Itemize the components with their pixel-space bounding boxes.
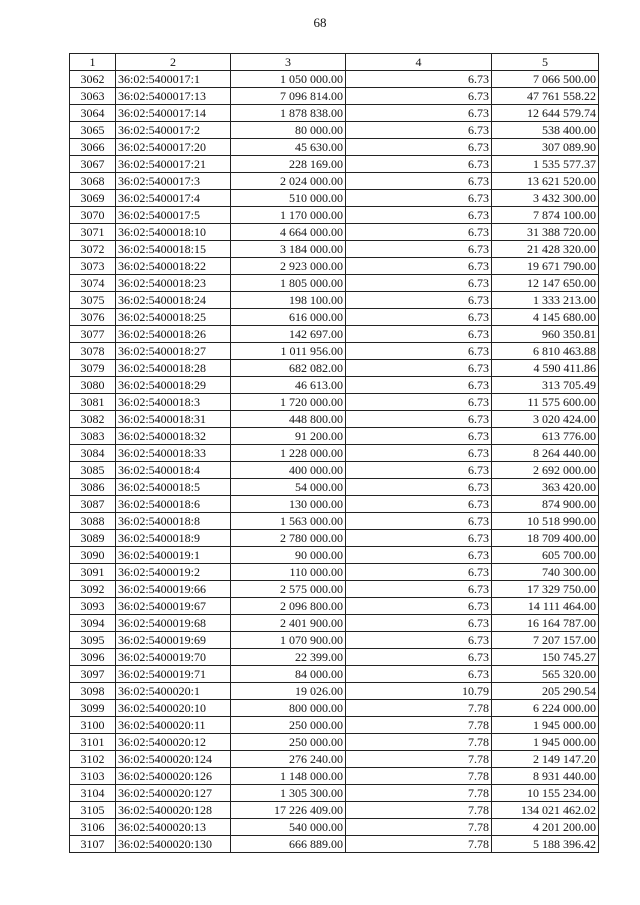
amount-cell: 10 518 990.00 (492, 513, 599, 530)
value-cell: 110 000.00 (231, 564, 346, 581)
value-cell: 400 000.00 (231, 462, 346, 479)
amount-cell: 4 590 411.86 (492, 360, 599, 377)
amount-cell: 17 329 750.00 (492, 581, 599, 598)
cadastral-number-cell: 36:02:5400017:14 (116, 105, 231, 122)
cadastral-number-cell: 36:02:5400017:1 (116, 71, 231, 88)
row-number-cell: 3062 (70, 71, 116, 88)
cadastral-number-cell: 36:02:5400020:126 (116, 768, 231, 785)
value-cell: 540 000.00 (231, 819, 346, 836)
cadastral-number-cell: 36:02:5400018:32 (116, 428, 231, 445)
amount-cell: 2 149 147.20 (492, 751, 599, 768)
value-cell: 228 169.00 (231, 156, 346, 173)
rate-cell: 6.73 (346, 564, 492, 581)
table-row (70, 428, 599, 445)
amount-cell: 19 671 790.00 (492, 258, 599, 275)
value-cell: 2 575 000.00 (231, 581, 346, 598)
rate-cell: 6.73 (346, 632, 492, 649)
column-header-1: 1 (70, 54, 116, 71)
amount-cell: 1 535 577.37 (492, 156, 599, 173)
cadastral-number-cell: 36:02:5400017:3 (116, 173, 231, 190)
rate-cell: 6.73 (346, 275, 492, 292)
table-row (70, 343, 599, 360)
value-cell: 1 011 956.00 (231, 343, 346, 360)
cadastral-number-cell: 36:02:5400018:27 (116, 343, 231, 360)
amount-cell: 12 147 650.00 (492, 275, 599, 292)
row-number-cell: 3082 (70, 411, 116, 428)
table-row (70, 292, 599, 309)
cadastral-number-cell: 36:02:5400018:5 (116, 479, 231, 496)
row-number-cell: 3069 (70, 190, 116, 207)
value-cell: 666 889.00 (231, 836, 346, 853)
row-number-cell: 3083 (70, 428, 116, 445)
row-number-cell: 3099 (70, 700, 116, 717)
row-number-cell: 3094 (70, 615, 116, 632)
amount-cell: 150 745.27 (492, 649, 599, 666)
value-cell: 22 399.00 (231, 649, 346, 666)
cadastral-number-cell: 36:02:5400019:66 (116, 581, 231, 598)
value-cell: 2 780 000.00 (231, 530, 346, 547)
cadastral-number-cell: 36:02:5400020:128 (116, 802, 231, 819)
rate-cell: 6.73 (346, 445, 492, 462)
rate-cell: 6.73 (346, 71, 492, 88)
table-row (70, 173, 599, 190)
value-cell: 1 805 000.00 (231, 275, 346, 292)
amount-cell: 5 188 396.42 (492, 836, 599, 853)
value-cell: 2 096 800.00 (231, 598, 346, 615)
rate-cell: 6.73 (346, 462, 492, 479)
amount-cell: 12 644 579.74 (492, 105, 599, 122)
amount-cell: 134 021 462.02 (492, 802, 599, 819)
row-number-cell: 3090 (70, 547, 116, 564)
amount-cell: 6 224 000.00 (492, 700, 599, 717)
row-number-cell: 3098 (70, 683, 116, 700)
value-cell: 510 000.00 (231, 190, 346, 207)
row-number-cell: 3068 (70, 173, 116, 190)
row-number-cell: 3076 (70, 309, 116, 326)
table-row (70, 156, 599, 173)
table-row (70, 734, 599, 751)
cadastral-number-cell: 36:02:5400020:124 (116, 751, 231, 768)
row-number-cell: 3072 (70, 241, 116, 258)
value-cell: 198 100.00 (231, 292, 346, 309)
cadastral-number-cell: 36:02:5400019:68 (116, 615, 231, 632)
row-number-cell: 3093 (70, 598, 116, 615)
table-row (70, 360, 599, 377)
cadastral-number-cell: 36:02:5400018:26 (116, 326, 231, 343)
value-cell: 54 000.00 (231, 479, 346, 496)
table-row (70, 802, 599, 819)
amount-cell: 6 810 463.88 (492, 343, 599, 360)
value-cell: 46 613.00 (231, 377, 346, 394)
rate-cell: 6.73 (346, 139, 492, 156)
cadastral-number-cell: 36:02:5400019:71 (116, 666, 231, 683)
table-body (70, 71, 599, 853)
row-number-cell: 3102 (70, 751, 116, 768)
table-row (70, 768, 599, 785)
table-row (70, 751, 599, 768)
column-header-3: 3 (231, 54, 346, 71)
rate-cell: 6.73 (346, 105, 492, 122)
table-row (70, 547, 599, 564)
value-cell: 7 096 814.00 (231, 88, 346, 105)
value-cell: 1 563 000.00 (231, 513, 346, 530)
amount-cell: 1 333 213.00 (492, 292, 599, 309)
value-cell: 800 000.00 (231, 700, 346, 717)
row-number-cell: 3081 (70, 394, 116, 411)
value-cell: 45 630.00 (231, 139, 346, 156)
amount-cell: 1 945 000.00 (492, 717, 599, 734)
amount-cell: 14 111 464.00 (492, 598, 599, 615)
rate-cell: 6.73 (346, 207, 492, 224)
amount-cell: 613 776.00 (492, 428, 599, 445)
row-number-cell: 3107 (70, 836, 116, 853)
table-row (70, 564, 599, 581)
cadastral-number-cell: 36:02:5400017:4 (116, 190, 231, 207)
register-table (69, 53, 599, 853)
row-number-cell: 3097 (70, 666, 116, 683)
row-number-cell: 3063 (70, 88, 116, 105)
value-cell: 142 697.00 (231, 326, 346, 343)
rate-cell: 6.73 (346, 88, 492, 105)
table-row (70, 309, 599, 326)
table-header-row (70, 54, 599, 71)
amount-cell: 3 020 424.00 (492, 411, 599, 428)
rate-cell: 6.73 (346, 241, 492, 258)
value-cell: 80 000.00 (231, 122, 346, 139)
cadastral-number-cell: 36:02:5400018:8 (116, 513, 231, 530)
row-number-cell: 3087 (70, 496, 116, 513)
table-row (70, 275, 599, 292)
amount-cell: 960 350.81 (492, 326, 599, 343)
table-row (70, 615, 599, 632)
rate-cell: 7.78 (346, 700, 492, 717)
rate-cell: 6.73 (346, 479, 492, 496)
row-number-cell: 3100 (70, 717, 116, 734)
value-cell: 1 170 000.00 (231, 207, 346, 224)
value-cell: 4 664 000.00 (231, 224, 346, 241)
value-cell: 91 200.00 (231, 428, 346, 445)
cadastral-number-cell: 36:02:5400018:10 (116, 224, 231, 241)
row-number-cell: 3088 (70, 513, 116, 530)
table-row (70, 241, 599, 258)
value-cell: 250 000.00 (231, 734, 346, 751)
table-row (70, 88, 599, 105)
table-row (70, 819, 599, 836)
row-number-cell: 3089 (70, 530, 116, 547)
table-row (70, 190, 599, 207)
rate-cell: 7.78 (346, 717, 492, 734)
table-row (70, 683, 599, 700)
row-number-cell: 3065 (70, 122, 116, 139)
table-row (70, 479, 599, 496)
table-row (70, 496, 599, 513)
cadastral-number-cell: 36:02:5400020:11 (116, 717, 231, 734)
row-number-cell: 3085 (70, 462, 116, 479)
value-cell: 1 878 838.00 (231, 105, 346, 122)
row-number-cell: 3095 (70, 632, 116, 649)
rate-cell: 6.73 (346, 649, 492, 666)
cadastral-number-cell: 36:02:5400018:3 (116, 394, 231, 411)
amount-cell: 7 207 157.00 (492, 632, 599, 649)
row-number-cell: 3084 (70, 445, 116, 462)
rate-cell: 6.73 (346, 581, 492, 598)
amount-cell: 18 709 400.00 (492, 530, 599, 547)
rate-cell: 6.73 (346, 496, 492, 513)
table-row (70, 462, 599, 479)
table-row (70, 700, 599, 717)
rate-cell: 6.73 (346, 360, 492, 377)
page-number: 68 (313, 15, 327, 30)
table-row (70, 785, 599, 802)
rate-cell: 6.73 (346, 428, 492, 445)
amount-cell: 363 420.00 (492, 479, 599, 496)
cadastral-number-cell: 36:02:5400020:127 (116, 785, 231, 802)
row-number-cell: 3075 (70, 292, 116, 309)
cadastral-number-cell: 36:02:5400020:10 (116, 700, 231, 717)
table-row (70, 258, 599, 275)
cadastral-number-cell: 36:02:5400018:23 (116, 275, 231, 292)
amount-cell: 47 761 558.22 (492, 88, 599, 105)
amount-cell: 31 388 720.00 (492, 224, 599, 241)
table-row (70, 581, 599, 598)
row-number-cell: 3077 (70, 326, 116, 343)
amount-cell: 7 066 500.00 (492, 71, 599, 88)
rate-cell: 6.73 (346, 173, 492, 190)
value-cell: 1 070 900.00 (231, 632, 346, 649)
value-cell: 17 226 409.00 (231, 802, 346, 819)
cadastral-number-cell: 36:02:5400018:33 (116, 445, 231, 462)
value-cell: 2 401 900.00 (231, 615, 346, 632)
value-cell: 276 240.00 (231, 751, 346, 768)
amount-cell: 16 164 787.00 (492, 615, 599, 632)
value-cell: 682 082.00 (231, 360, 346, 377)
cadastral-number-cell: 36:02:5400018:29 (116, 377, 231, 394)
row-number-cell: 3078 (70, 343, 116, 360)
cadastral-number-cell: 36:02:5400018:25 (116, 309, 231, 326)
amount-cell: 605 700.00 (492, 547, 599, 564)
row-number-cell: 3101 (70, 734, 116, 751)
rate-cell: 7.78 (346, 734, 492, 751)
value-cell: 616 000.00 (231, 309, 346, 326)
rate-cell: 6.73 (346, 292, 492, 309)
amount-cell: 7 874 100.00 (492, 207, 599, 224)
cadastral-number-cell: 36:02:5400018:24 (116, 292, 231, 309)
amount-cell: 313 705.49 (492, 377, 599, 394)
amount-cell: 4 201 200.00 (492, 819, 599, 836)
value-cell: 1 228 000.00 (231, 445, 346, 462)
value-cell: 1 720 000.00 (231, 394, 346, 411)
rate-cell: 6.73 (346, 258, 492, 275)
amount-cell: 565 320.00 (492, 666, 599, 683)
table-row (70, 394, 599, 411)
rate-cell: 6.73 (346, 156, 492, 173)
amount-cell: 10 155 234.00 (492, 785, 599, 802)
amount-cell: 874 900.00 (492, 496, 599, 513)
row-number-cell: 3106 (70, 819, 116, 836)
row-number-cell: 3105 (70, 802, 116, 819)
rate-cell: 6.73 (346, 326, 492, 343)
cadastral-number-cell: 36:02:5400018:4 (116, 462, 231, 479)
value-cell: 19 026.00 (231, 683, 346, 700)
table-row (70, 530, 599, 547)
rate-cell: 10.79 (346, 683, 492, 700)
cadastral-number-cell: 36:02:5400020:12 (116, 734, 231, 751)
cadastral-number-cell: 36:02:5400017:20 (116, 139, 231, 156)
row-number-cell: 3073 (70, 258, 116, 275)
value-cell: 448 800.00 (231, 411, 346, 428)
amount-cell: 21 428 320.00 (492, 241, 599, 258)
cadastral-number-cell: 36:02:5400019:67 (116, 598, 231, 615)
cadastral-number-cell: 36:02:5400019:1 (116, 547, 231, 564)
cadastral-number-cell: 36:02:5400019:69 (116, 632, 231, 649)
table-row (70, 836, 599, 853)
table-row (70, 411, 599, 428)
rate-cell: 7.78 (346, 819, 492, 836)
table-row (70, 632, 599, 649)
column-header-2: 2 (116, 54, 231, 71)
cadastral-number-cell: 36:02:5400018:28 (116, 360, 231, 377)
rate-cell: 6.73 (346, 343, 492, 360)
rate-cell: 7.78 (346, 751, 492, 768)
row-number-cell: 3092 (70, 581, 116, 598)
rate-cell: 6.73 (346, 547, 492, 564)
rate-cell: 6.73 (346, 513, 492, 530)
row-number-cell: 3096 (70, 649, 116, 666)
rate-cell: 6.73 (346, 530, 492, 547)
rate-cell: 6.73 (346, 394, 492, 411)
row-number-cell: 3067 (70, 156, 116, 173)
amount-cell: 2 692 000.00 (492, 462, 599, 479)
value-cell: 2 923 000.00 (231, 258, 346, 275)
row-number-cell: 3074 (70, 275, 116, 292)
cadastral-number-cell: 36:02:5400018:15 (116, 241, 231, 258)
cadastral-number-cell: 36:02:5400019:2 (116, 564, 231, 581)
amount-cell: 3 432 300.00 (492, 190, 599, 207)
rate-cell: 7.78 (346, 802, 492, 819)
table-row (70, 326, 599, 343)
row-number-cell: 3066 (70, 139, 116, 156)
row-number-cell: 3103 (70, 768, 116, 785)
cadastral-number-cell: 36:02:5400018:6 (116, 496, 231, 513)
value-cell: 130 000.00 (231, 496, 346, 513)
value-cell: 1 305 300.00 (231, 785, 346, 802)
table-row (70, 105, 599, 122)
row-number-cell: 3064 (70, 105, 116, 122)
amount-cell: 4 145 680.00 (492, 309, 599, 326)
table-row (70, 717, 599, 734)
rate-cell: 6.73 (346, 122, 492, 139)
amount-cell: 11 575 600.00 (492, 394, 599, 411)
value-cell: 1 050 000.00 (231, 71, 346, 88)
amount-cell: 8 931 440.00 (492, 768, 599, 785)
table-row (70, 649, 599, 666)
table-row (70, 513, 599, 530)
table-row (70, 139, 599, 156)
row-number-cell: 3091 (70, 564, 116, 581)
rate-cell: 6.73 (346, 411, 492, 428)
rate-cell: 7.78 (346, 785, 492, 802)
rate-cell: 6.73 (346, 666, 492, 683)
value-cell: 250 000.00 (231, 717, 346, 734)
row-number-cell: 3071 (70, 224, 116, 241)
cadastral-number-cell: 36:02:5400017:5 (116, 207, 231, 224)
value-cell: 90 000.00 (231, 547, 346, 564)
rate-cell: 6.73 (346, 598, 492, 615)
rate-cell: 7.78 (346, 768, 492, 785)
rate-cell: 6.73 (346, 190, 492, 207)
table-row (70, 598, 599, 615)
table-row (70, 377, 599, 394)
amount-cell: 13 621 520.00 (492, 173, 599, 190)
table-row (70, 207, 599, 224)
rate-cell: 6.73 (346, 309, 492, 326)
amount-cell: 538 400.00 (492, 122, 599, 139)
amount-cell: 307 089.90 (492, 139, 599, 156)
cadastral-number-cell: 36:02:5400020:13 (116, 819, 231, 836)
cadastral-number-cell: 36:02:5400018:31 (116, 411, 231, 428)
table-row (70, 445, 599, 462)
rate-cell: 6.73 (346, 615, 492, 632)
rate-cell: 6.73 (346, 224, 492, 241)
value-cell: 84 000.00 (231, 666, 346, 683)
value-cell: 3 184 000.00 (231, 241, 346, 258)
cadastral-number-cell: 36:02:5400017:21 (116, 156, 231, 173)
cadastral-number-cell: 36:02:5400017:2 (116, 122, 231, 139)
rate-cell: 7.78 (346, 836, 492, 853)
amount-cell: 740 300.00 (492, 564, 599, 581)
row-number-cell: 3080 (70, 377, 116, 394)
rate-cell: 6.73 (346, 377, 492, 394)
column-header-4: 4 (346, 54, 492, 71)
column-header-5: 5 (492, 54, 599, 71)
cadastral-number-cell: 36:02:5400020:130 (116, 836, 231, 853)
amount-cell: 1 945 000.00 (492, 734, 599, 751)
table-row (70, 71, 599, 88)
row-number-cell: 3079 (70, 360, 116, 377)
value-cell: 2 024 000.00 (231, 173, 346, 190)
cadastral-number-cell: 36:02:5400020:1 (116, 683, 231, 700)
amount-cell: 8 264 440.00 (492, 445, 599, 462)
amount-cell: 205 290.54 (492, 683, 599, 700)
row-number-cell: 3070 (70, 207, 116, 224)
cadastral-number-cell: 36:02:5400018:9 (116, 530, 231, 547)
table-row (70, 666, 599, 683)
row-number-cell: 3086 (70, 479, 116, 496)
cadastral-number-cell: 36:02:5400018:22 (116, 258, 231, 275)
cadastral-number-cell: 36:02:5400019:70 (116, 649, 231, 666)
table-row (70, 224, 599, 241)
value-cell: 1 148 000.00 (231, 768, 346, 785)
row-number-cell: 3104 (70, 785, 116, 802)
table-row (70, 122, 599, 139)
cadastral-number-cell: 36:02:5400017:13 (116, 88, 231, 105)
